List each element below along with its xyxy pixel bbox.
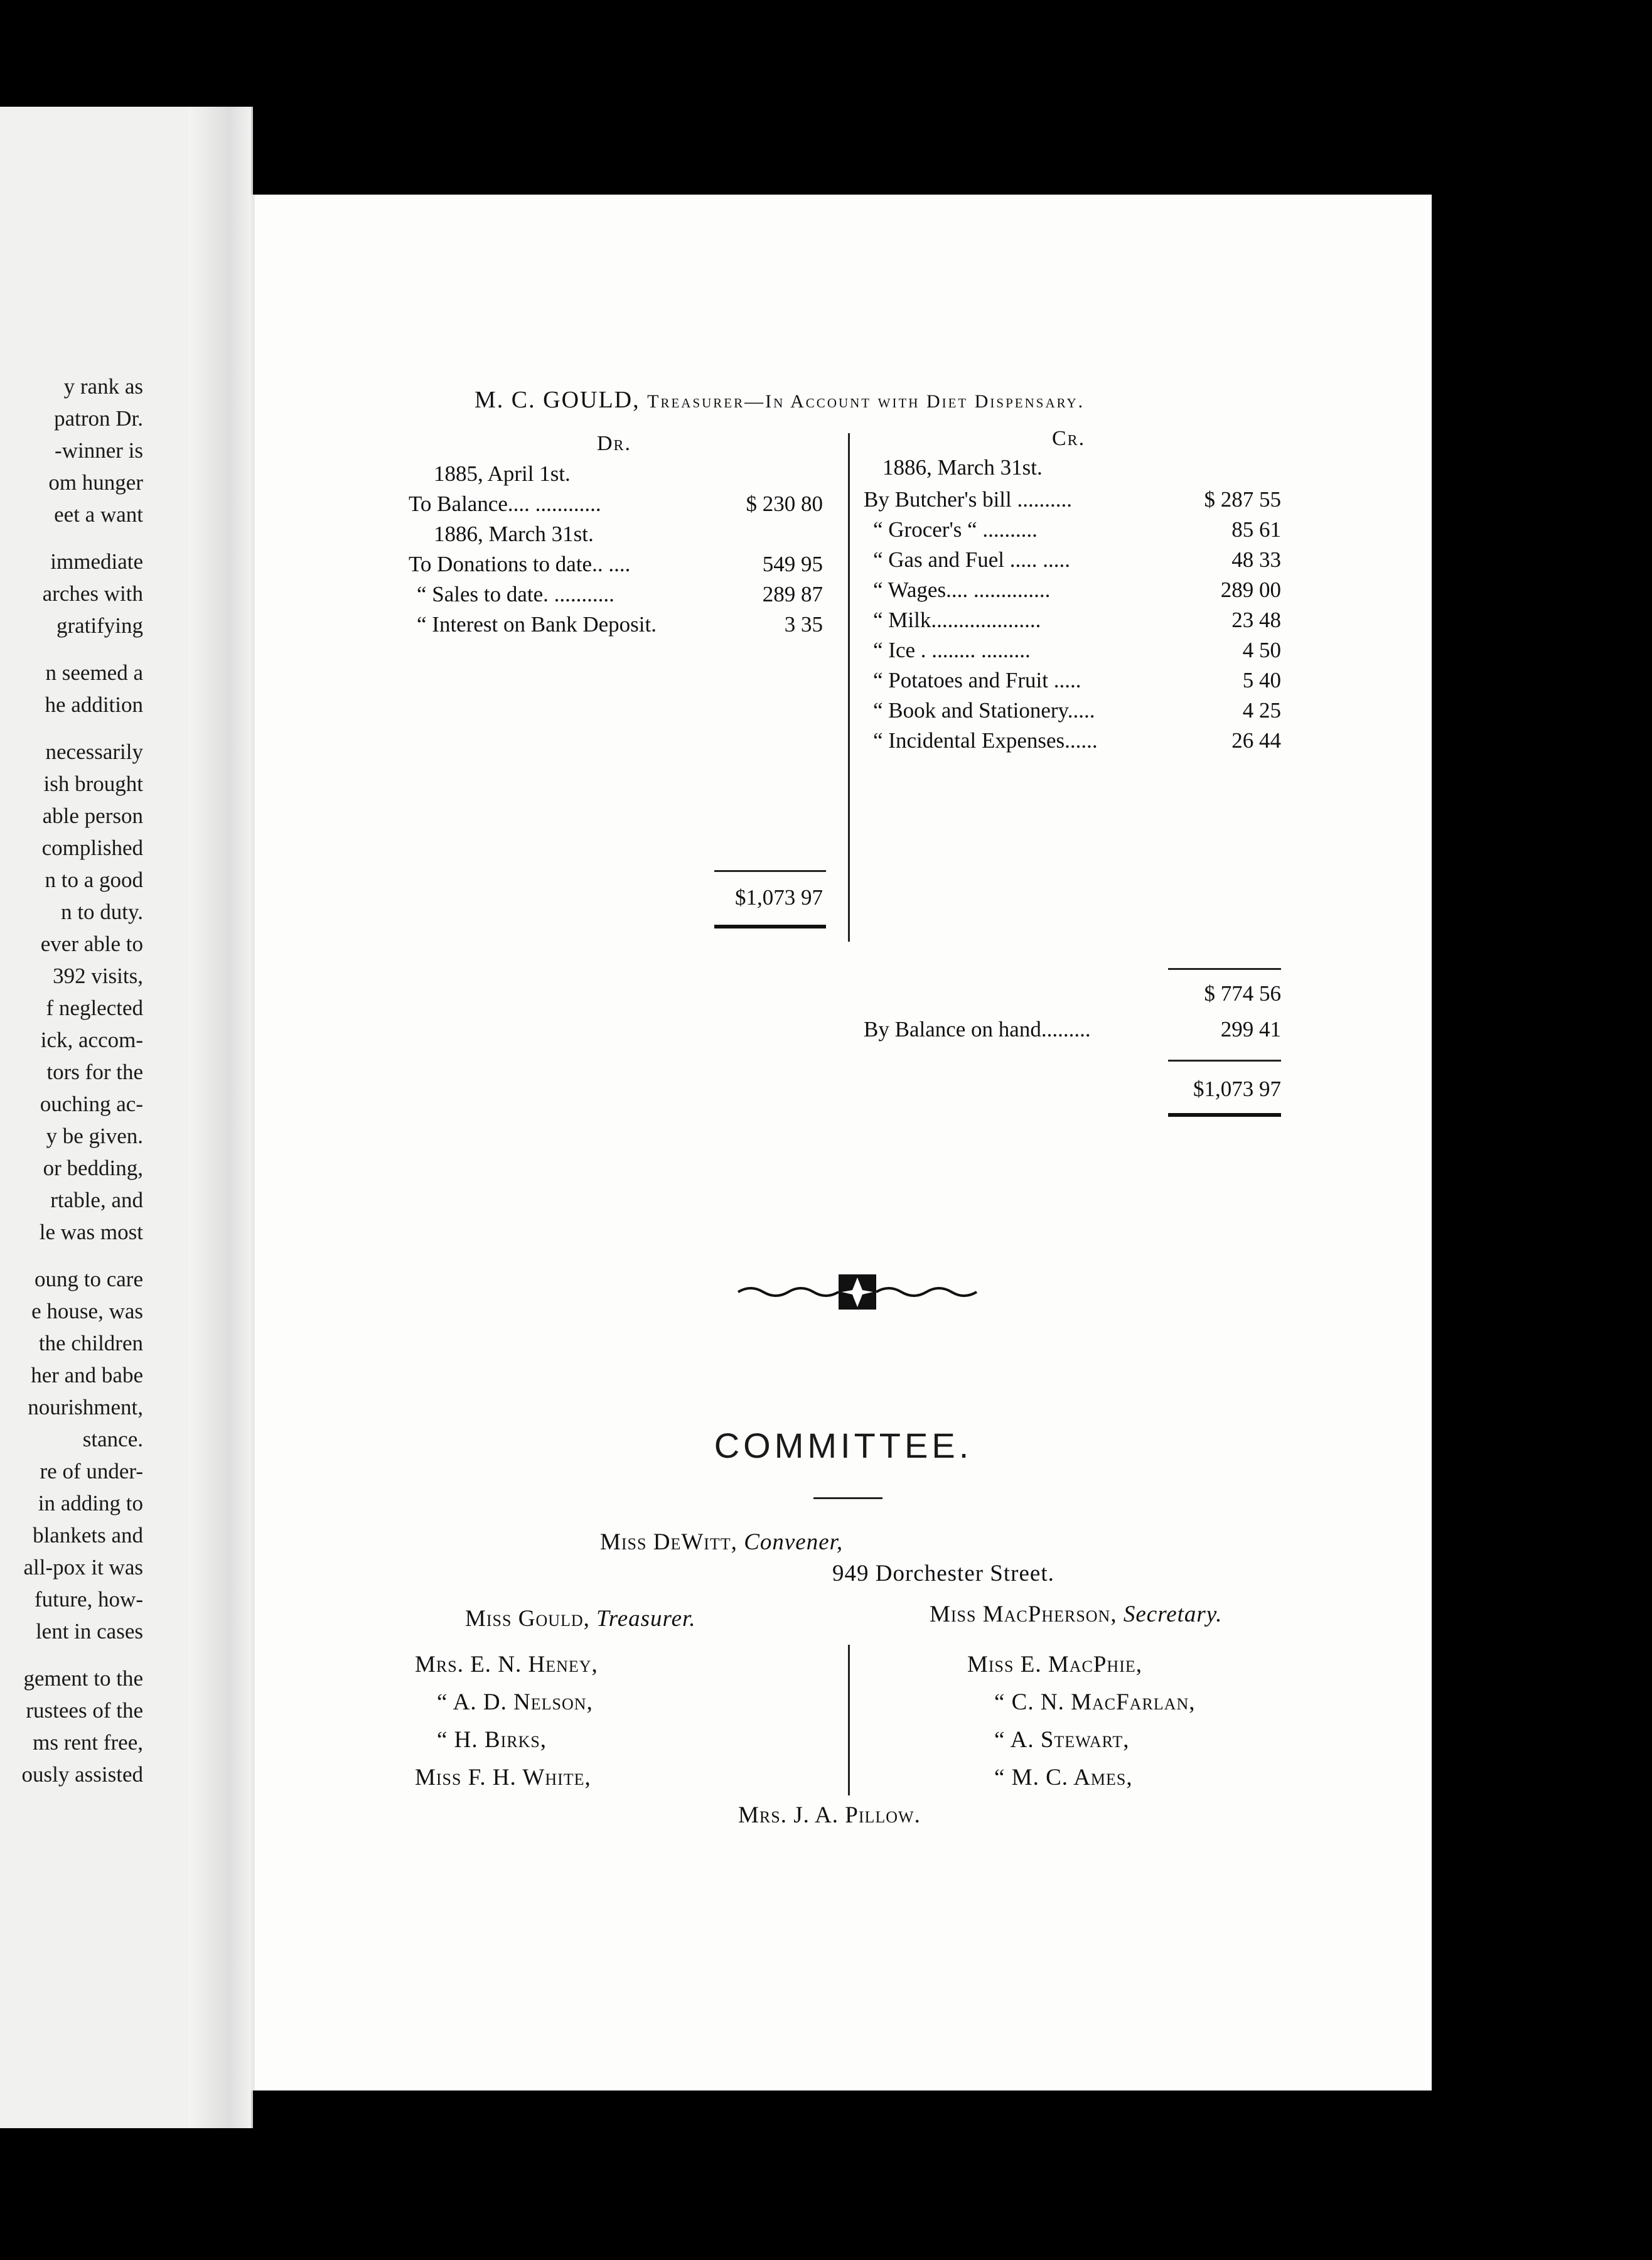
account-column-divider bbox=[848, 433, 850, 942]
left-page-line: ick, accom- bbox=[40, 1028, 143, 1052]
left-page-line: n seemed a bbox=[45, 660, 143, 685]
left-page-line: e house, was bbox=[31, 1299, 143, 1323]
left-page-line: he addition bbox=[45, 692, 143, 717]
left-page-line: necessarily bbox=[45, 740, 143, 764]
left-page-line: tors for the bbox=[46, 1060, 143, 1084]
left-page-line: rtable, and bbox=[50, 1188, 143, 1212]
committee-member: “ M. C. Ames, bbox=[994, 1765, 1133, 1790]
convener-role: Convener, bbox=[744, 1529, 844, 1555]
dr-row: To Donations to date.. .... bbox=[409, 552, 631, 576]
dr-total-rule bbox=[714, 870, 826, 872]
left-page-line: lent in cases bbox=[35, 1619, 143, 1644]
cr-amount: 23 48 bbox=[1231, 608, 1281, 632]
cr-total: $1,073 97 bbox=[1193, 1077, 1281, 1101]
cr-amount: 4 50 bbox=[1242, 638, 1281, 662]
committee-heading: COMMITTEE. bbox=[714, 1426, 973, 1465]
page-fold-shadow bbox=[188, 107, 253, 2128]
dr-row: “ Interest on Bank Deposit. bbox=[417, 612, 657, 637]
left-page-line: arches with bbox=[42, 581, 143, 606]
left-page-line: rustees of the bbox=[26, 1698, 143, 1723]
committee-member: “ A. D. Nelson, bbox=[437, 1689, 593, 1715]
account-title-rest: Treasurer—In Account with Diet Dispensary. bbox=[647, 391, 1085, 412]
cr-total-rule bbox=[1168, 1060, 1281, 1062]
left-page-line: ish brought bbox=[43, 772, 143, 796]
dr-date: 1886, March 31st. bbox=[434, 522, 594, 546]
cr-row: “ Grocer's “ .......... bbox=[873, 517, 1038, 542]
committee-member: Mrs. E. N. Heney, bbox=[415, 1652, 598, 1677]
dr-amount: 289 87 bbox=[762, 582, 823, 606]
cr-subtotal-rule bbox=[1168, 968, 1281, 970]
left-page-line: ms rent free, bbox=[33, 1730, 143, 1755]
cr-amount: 85 61 bbox=[1231, 517, 1281, 542]
left-page-line: re of under- bbox=[40, 1459, 143, 1483]
left-page-line: n to a good bbox=[45, 868, 143, 892]
left-page-line: in adding to bbox=[38, 1491, 143, 1515]
left-page-line: f neglected bbox=[46, 996, 143, 1020]
dr-row: “ Sales to date. ........... bbox=[417, 582, 614, 606]
cr-amount: 5 40 bbox=[1242, 668, 1281, 692]
convener-line bbox=[600, 1529, 843, 1556]
left-page-line: le was most bbox=[39, 1220, 143, 1244]
dr-heading: Dr. bbox=[597, 432, 632, 455]
left-page-line: stance. bbox=[82, 1427, 143, 1451]
left-page-line: complished bbox=[41, 836, 143, 860]
dr-row: To Balance.... ............ bbox=[409, 492, 601, 516]
treasurer-line bbox=[465, 1605, 696, 1632]
cr-row: “ Wages.... .............. bbox=[873, 578, 1051, 602]
committee-member: “ H. Birks, bbox=[437, 1727, 547, 1753]
account-title bbox=[475, 386, 1303, 414]
committee-column-divider bbox=[848, 1645, 850, 1795]
cr-balance-amount: 299 41 bbox=[1220, 1017, 1281, 1041]
cr-row: “ Gas and Fuel ..... ..... bbox=[873, 547, 1070, 572]
left-page-line: gratifying bbox=[56, 613, 143, 638]
left-page-line: nourishment, bbox=[28, 1395, 143, 1419]
left-page-line: ouching ac- bbox=[40, 1092, 143, 1116]
committee-member-final: Mrs. J. A. Pillow. bbox=[738, 1802, 921, 1828]
cr-amount: 289 00 bbox=[1220, 578, 1281, 602]
cr-row: By Butcher's bill .......... bbox=[864, 487, 1072, 512]
dr-double-rule bbox=[714, 925, 826, 928]
left-page-line: n to duty. bbox=[61, 900, 143, 924]
cr-amount: 4 25 bbox=[1242, 698, 1281, 723]
left-page-line: y be given. bbox=[46, 1124, 143, 1148]
left-page-line: future, how- bbox=[34, 1587, 143, 1612]
left-page-line: om hunger bbox=[48, 470, 143, 495]
left-page-line: or bedding, bbox=[43, 1156, 143, 1180]
dr-total: $1,073 97 bbox=[735, 885, 823, 910]
committee-member: Miss F. H. White, bbox=[415, 1765, 591, 1790]
left-page-line: eet a want bbox=[54, 502, 143, 527]
left-page-line: 392 visits, bbox=[53, 964, 143, 988]
committee-member: Miss E. MacPhie, bbox=[967, 1652, 1142, 1677]
committee-member: “ C. N. MacFarlan, bbox=[994, 1689, 1196, 1715]
convener-name: Miss DeWitt, bbox=[600, 1529, 738, 1555]
left-page-line: immediate bbox=[50, 549, 143, 574]
left-page-line: oung to care bbox=[35, 1267, 143, 1291]
cr-amount: 26 44 bbox=[1231, 728, 1281, 753]
left-page-line: all-pox it was bbox=[23, 1555, 143, 1579]
document-page bbox=[251, 195, 1432, 2090]
committee-member: “ A. Stewart, bbox=[994, 1727, 1130, 1753]
cr-amount: 48 33 bbox=[1231, 547, 1281, 572]
cr-heading: Cr. bbox=[1052, 427, 1086, 450]
dr-amount: $ 230 80 bbox=[746, 492, 823, 516]
cr-row: “ Book and Stationery..... bbox=[873, 698, 1095, 723]
secretary-name: Miss MacPherson, bbox=[930, 1601, 1117, 1627]
left-page-line: her and babe bbox=[31, 1363, 143, 1387]
left-page-line: ously assisted bbox=[21, 1762, 143, 1787]
left-page-line: patron Dr. bbox=[54, 406, 143, 431]
left-page-fragment bbox=[0, 107, 253, 2128]
cr-row: “ Incidental Expenses...... bbox=[873, 728, 1098, 753]
left-page-line: -winner is bbox=[55, 438, 143, 463]
cr-subtotal: $ 774 56 bbox=[1204, 981, 1281, 1006]
secretary-role: Secretary. bbox=[1123, 1601, 1223, 1627]
cr-row: “ Milk.................... bbox=[873, 608, 1041, 632]
cr-amount: $ 287 55 bbox=[1204, 487, 1281, 512]
left-page-line: able person bbox=[42, 804, 143, 828]
dr-amount: 3 35 bbox=[784, 612, 823, 637]
left-page-line: blankets and bbox=[33, 1523, 143, 1547]
dr-date: 1885, April 1st. bbox=[434, 461, 571, 486]
treasurer-role: Treasurer. bbox=[596, 1606, 696, 1632]
secretary-line bbox=[930, 1601, 1222, 1628]
cr-balance-label: By Balance on hand......... bbox=[864, 1017, 1091, 1041]
decorative-ornament bbox=[732, 1262, 983, 1318]
convener-address: 949 Dorchester Street. bbox=[832, 1561, 1054, 1586]
treasurer-name-heading: M. C. GOULD, bbox=[475, 387, 640, 413]
left-page-line: ever able to bbox=[40, 932, 143, 956]
left-page-line: y rank as bbox=[63, 374, 143, 399]
left-page-line: the children bbox=[38, 1331, 143, 1355]
treasurer-name: Miss Gould, bbox=[465, 1606, 590, 1632]
cr-row: “ Potatoes and Fruit ..... bbox=[873, 668, 1081, 692]
cr-double-rule bbox=[1168, 1113, 1281, 1117]
committee-title-rule bbox=[813, 1497, 882, 1499]
cr-date: 1886, March 31st. bbox=[882, 455, 1043, 480]
left-page-line: gement to the bbox=[23, 1666, 143, 1691]
dr-amount: 549 95 bbox=[762, 552, 823, 576]
cr-row: “ Ice . ........ ......... bbox=[873, 638, 1031, 662]
